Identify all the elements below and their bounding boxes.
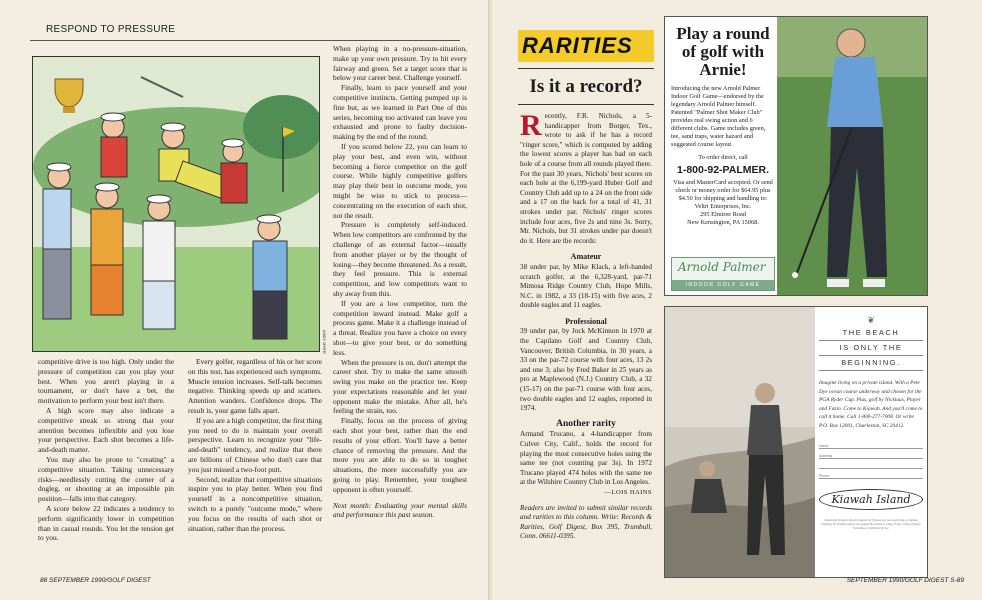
body-column-1 bbox=[38, 357, 174, 543]
author-signature: —LOIS HAINS bbox=[604, 488, 652, 496]
arnie-headline: Play a round of golf with Arnie! bbox=[676, 24, 770, 79]
arnie-photo bbox=[777, 17, 928, 296]
right-page bbox=[492, 0, 982, 600]
folio-left: 88 SEPTEMBER 1990/GOLF DIGEST bbox=[40, 577, 151, 584]
form-line[interactable]: Name bbox=[819, 439, 923, 449]
professional-text: 39 under par, by Jock McKinnon in 1970 at the Capilano Golf and Country Club, Vancouver, British Columbia, in 30 years, a 33 on the par-72 course with four aces, 13 2s and one 3; also by Fred Baker in 25 years as pro at Maplewood (N.J.) Country Club, a 32 (15-17) on the par-71 course with four aces, two double eagles and 12 eagles, reported in 1974. bbox=[520, 327, 652, 413]
paragraph: Pressure is completely self-induced. When low competitors are confronted by the challenge of an external factor—usually from another player or by the thought of losing—they become threatened. As a result, they feel pressure. This is external competition, and low competitors want to shy away from this. bbox=[333, 220, 467, 298]
reader-note: Readers are invited to submit similar records and rarities to this column. Write: Records & Rarities, Golf Digest, Box 395, Trumbull, Conn. 06611-0395. bbox=[520, 503, 652, 541]
paragraph: If you are a low competitor, turn the competition inward instead. Make golf a process game. Make it a challenge instead of a threat. Realize you have a choice on every shot—to give your best, or do something less. bbox=[333, 298, 467, 357]
paragraph: When playing in a no-pressure-situation, make up your own pressure. Try to hit every fairway and green. Set a target score that is below your career best. Challenge yourself. bbox=[333, 44, 467, 83]
kiawah-copy bbox=[819, 315, 923, 530]
next-month-note: Next month: Evaluating your mental skills and performance this past season. bbox=[333, 500, 467, 520]
arnie-order-line: To order direct, call bbox=[698, 154, 748, 161]
drop-cap: R bbox=[520, 109, 542, 142]
paragraph: A high score may also indicate a competitive streak so strong that your attention becomes inflexible and you lose your perspective. Each shot becomes a life-and-death matter. bbox=[38, 405, 174, 455]
paragraph: A score below 22 indicates a tendency to perform significantly lower in competition than in casual rounds. You let the tension get to you. bbox=[38, 503, 174, 543]
intro-text: ecently, F.R. Nichols, a 5-handicapper from Borger, Tex., wrote to ask if he has a record "ringer score," which is computed by adding the lowest scores a player has had on each hole of a course from all rounds played there. For the past 30 years, Nichols' best scores on each hole at the 6,199-yard Huber Golf and Country Club add up to a 24 on the front side and a 17 on the back for a total of 41, 31 strokes under par. Nichols' ringer scores include four aces, five 2s and nine 3s. Sorry, Mr. Nichols, but 31 strokes under par doesn't do it. Here are the records: bbox=[520, 112, 652, 245]
kiawah-headline bbox=[819, 326, 923, 371]
cartoon-golfers-art bbox=[33, 57, 320, 352]
paragraph: When the pressure is on, don't attempt the career shot. Try to make the same smooth swing you make on the practice tee. Keep your expectations reasonable and let your opponent make the mistake. After all, he's feeling the strain, too. bbox=[333, 357, 467, 416]
art-credit: ANDY MYER bbox=[322, 330, 327, 354]
reply-form bbox=[819, 439, 923, 479]
paragraph: Finally, learn to pace yourself and your competitive instincts. Getting pumped up is fine but, as we learned in Part One of this series, becoming too activated can leave you exhausted and prone to faulty decision-making by the end of the round. bbox=[333, 83, 467, 142]
arnie-payment: Visa and MasterCard accepted. Or send check or money order for $64.95 plus $4.50 for shipping and handling to: bbox=[673, 179, 773, 202]
header-rule bbox=[30, 40, 460, 41]
rarities-intro bbox=[520, 109, 652, 246]
palmer-signature: Arnold Palmer bbox=[678, 260, 766, 274]
arnie-ad-copy bbox=[671, 25, 775, 227]
left-page bbox=[0, 0, 490, 600]
fine-print: Obtain the Property Report required by Federal law and read it before signing anything. No Federal agency has judged the merits or value, if any, of this property. Void where prohibited by law. bbox=[820, 517, 922, 530]
paragraph: Finally, focus on the process of giving each shot your best, rather than the end results of your effort. You'll have a better chance of removing the pressure. And the more you are able to do so in tougher situations, the more successfully you are going to play. Remember, your toughest opponent is often yourself. bbox=[333, 416, 467, 494]
headline-line: THE BEACH bbox=[819, 326, 923, 341]
cartoon-illustration bbox=[32, 56, 320, 352]
folio-right: SEPTEMBER 1990/GOLF DIGEST S-89 bbox=[846, 577, 964, 584]
arnold-palmer-ad bbox=[664, 16, 928, 296]
paragraph: If you scored below 22, you can learn to play your best, and even win, without becoming a fierce competitor on the golf course. While highly competitive golfers may play their best in outcome mode, you might be wise to stick to process—concentrating on the execution of each shot, not the result. bbox=[333, 141, 467, 220]
kiawah-island-ad bbox=[664, 306, 928, 578]
another-rarity-heading: Another rarity bbox=[556, 418, 616, 429]
paragraph: competitive drive is too high. Only under the pressure of competition can you play your best. When you aren't playing in a tournament, or don't have a bet, the motivation to perform your best isn't there. bbox=[38, 357, 174, 406]
paragraph: If you are a high competitor, the first thing you need to do is maintain your overall perspective. Learn to recognize your "life-and-death" tendency, and realize that there are billions of Chinese who don't care that you just missed a two-foot putt. bbox=[188, 415, 322, 474]
kiawah-photo bbox=[665, 307, 815, 578]
paragraph: Second, realize that competitive situations inspire you to play better. When you find yourself in a noncompetitive situation, switch to a purely "outcome mode," where you focus on the results of each shot or situation, rather than the process. bbox=[188, 474, 322, 533]
form-line[interactable] bbox=[819, 459, 923, 469]
another-rarity-text: Armand Trucano, a 4-handicapper from Culver City, Calif., holds the record for playing the most consecutive holes using the same tee (not counting par 3s). In 1972 Trucano played 474 holes with the same tee at the Wilshire Country Club in Los Angeles. bbox=[520, 430, 652, 487]
arnie-phone: 1-800-92-PALMER. bbox=[677, 164, 769, 176]
form-line[interactable]: Phone bbox=[819, 469, 923, 479]
amateur-heading: Amateur bbox=[570, 252, 602, 262]
arnie-company: Veltri Enterprises, Inc. bbox=[694, 203, 752, 210]
ornament-icon: ❦ bbox=[867, 315, 875, 325]
rarities-column bbox=[520, 109, 652, 542]
rarities-title: Is it a record? bbox=[529, 76, 643, 97]
headline-line: IS ONLY THE bbox=[819, 341, 923, 356]
professional-heading: Professional bbox=[565, 316, 607, 326]
rarities-rule-bottom bbox=[518, 104, 654, 105]
kiawah-logo: Kiawah Island bbox=[819, 489, 923, 510]
body-column-3 bbox=[333, 44, 467, 520]
rarities-banner: RARITIES bbox=[518, 30, 654, 62]
amateur-text: 38 under par, by Mike Klack, a left-handed scratch golfer, at the 6,328-yard, par-71 Mimosa Ridge Country Club, Hope Mills, N.C. in 1982, a 33 (18-15) with five aces, 2 double eagles and 11 eagles. bbox=[520, 262, 652, 310]
arnie-body: Introducing the new Arnold Palmer Indoor Golf Game—endorsed by the legendary Arnold Palmer himself. Patented "Palmer Shot Maker Club" provides real swing action and 6 different clubs. Game includes green, tee, sand traps, water hazard and suggested course layout. bbox=[671, 85, 766, 148]
form-line[interactable]: Address bbox=[819, 449, 923, 459]
rarities-rule-top bbox=[518, 68, 654, 69]
paragraph: You may also be prone to "creating" a competitive situation. Taking unnecessary risks—needlessly cutting the corner of a dogleg, or shooting at an impossible pin position—falls into that category. bbox=[38, 454, 174, 504]
game-logo-bar: INDOOR GOLF GAME bbox=[672, 280, 774, 290]
paragraph: Every golfer, regardless of his or her score on this test, has experienced such symptoms. Muscle tension increases. Self-talk becomes negative. Thinking speeds up and scatters. Attention wanders. Confidence drops. The result is, your game falls apart. bbox=[188, 357, 322, 415]
arnie-street: 295 Elmtree Road bbox=[700, 211, 746, 218]
arnie-game-logo bbox=[671, 257, 775, 291]
headline-line: BEGINNING. bbox=[819, 356, 923, 371]
arnie-city: New Kensington, PA 15068. bbox=[687, 219, 759, 226]
kiawah-body: Imagine living on a private island. With a Pete Dye ocean course underway and chosen for the PGA Ryder Cup. Plus, golf by Nicklaus, Player and Fazio. Come to Kiawah. And you'll come to call it home. Call 1-800-277-7008. Or write P.O. Box 12001, Charleston, SC 29412. bbox=[819, 380, 923, 429]
running-head: RESPOND TO PRESSURE bbox=[46, 24, 176, 35]
body-column-2 bbox=[188, 357, 322, 533]
